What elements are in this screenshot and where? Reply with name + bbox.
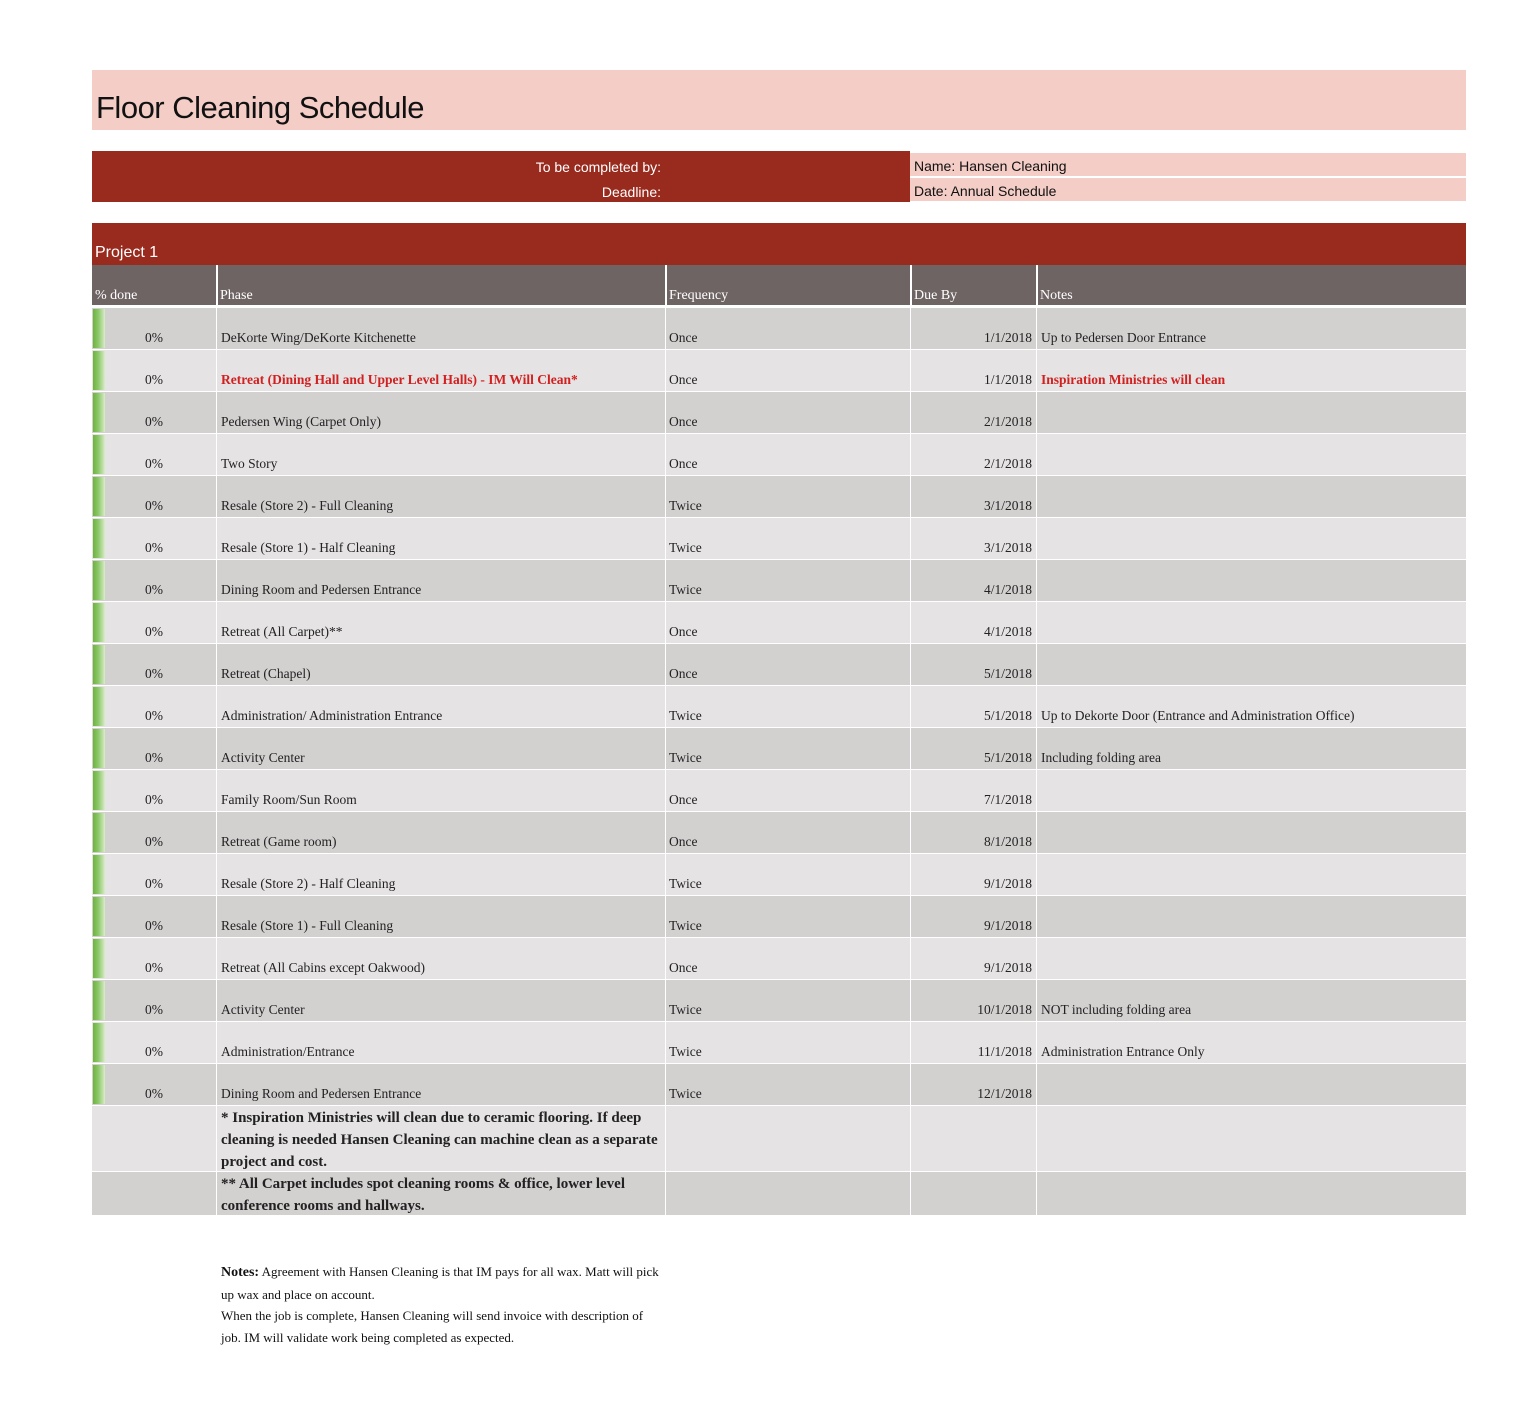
column-divider — [665, 350, 666, 392]
col-header-phase-label: Phase — [220, 288, 253, 303]
frequency-cell[interactable]: Twice — [669, 1044, 702, 1059]
phase-cell[interactable]: Resale (Store 2) - Full Cleaning — [221, 498, 394, 513]
column-divider — [1036, 644, 1037, 686]
column-divider — [1036, 770, 1037, 812]
percent-done-cell[interactable]: 0% — [145, 498, 163, 513]
column-divider — [910, 1106, 911, 1172]
notes-cell[interactable]: Up to Dekorte Door (Entrance and Administration Office) — [1041, 708, 1355, 723]
column-divider — [1036, 476, 1037, 518]
frequency-cell[interactable]: Once — [669, 372, 698, 387]
column-divider — [1036, 854, 1037, 896]
frequency-cell[interactable]: Twice — [669, 1002, 702, 1017]
column-divider — [910, 644, 911, 686]
column-divider — [910, 1022, 911, 1064]
percent-done-cell[interactable]: 0% — [145, 540, 163, 555]
column-divider — [665, 896, 666, 938]
percent-done-cell[interactable]: 0% — [145, 414, 163, 429]
column-divider — [1036, 896, 1037, 938]
progress-bar — [93, 897, 105, 936]
percent-done-cell[interactable]: 0% — [145, 960, 163, 975]
column-divider — [665, 812, 666, 854]
progress-bar — [93, 687, 105, 726]
due-by-cell[interactable]: 1/1/2018 — [983, 330, 1032, 345]
progress-bar — [93, 1023, 105, 1062]
column-divider — [216, 686, 217, 728]
phase-cell[interactable]: Retreat (All Carpet)** — [221, 624, 343, 639]
column-header-row — [92, 265, 1466, 305]
frequency-cell[interactable]: Twice — [669, 918, 702, 933]
column-divider — [216, 812, 217, 854]
date-value: Date: Annual Schedule — [914, 183, 1057, 199]
table-row — [92, 602, 1466, 644]
column-divider — [910, 392, 911, 434]
column-divider — [910, 1172, 911, 1216]
due-by-cell[interactable]: 7/1/2018 — [983, 792, 1032, 807]
table-row — [92, 770, 1466, 812]
column-divider — [1036, 308, 1037, 350]
column-divider — [665, 560, 666, 602]
col-header-phase[interactable] — [216, 265, 666, 305]
column-divider — [216, 980, 217, 1022]
column-divider — [1036, 686, 1037, 728]
percent-done-cell[interactable]: 0% — [145, 330, 163, 345]
column-divider — [216, 1172, 217, 1216]
title-banner — [92, 70, 1466, 130]
frequency-cell[interactable]: Once — [669, 834, 698, 849]
progress-bar — [93, 561, 105, 600]
column-divider — [216, 308, 217, 350]
phase-cell[interactable]: Resale (Store 1) - Full Cleaning — [221, 918, 394, 933]
date-field[interactable] — [910, 178, 1466, 201]
project-header — [92, 223, 1466, 265]
column-divider — [910, 1064, 911, 1106]
due-by-cell[interactable]: 9/1/2018 — [983, 876, 1032, 891]
project-label: Project 1 — [95, 244, 159, 261]
completed-by-label: To be completed by: — [535, 159, 661, 175]
frequency-cell[interactable]: Twice — [669, 498, 702, 513]
table-row — [92, 518, 1466, 560]
progress-bar — [93, 855, 105, 894]
column-divider — [665, 770, 666, 812]
table-row — [92, 812, 1466, 854]
column-divider — [665, 602, 666, 644]
table-row — [92, 854, 1466, 896]
column-divider — [665, 854, 666, 896]
percent-done-cell[interactable]: 0% — [145, 372, 163, 387]
col-header-frequency[interactable] — [665, 265, 911, 305]
column-divider — [1036, 1022, 1037, 1064]
deadline-label: Deadline: — [601, 184, 661, 200]
column-divider — [216, 476, 217, 518]
table-row — [92, 308, 1466, 350]
table-row — [92, 434, 1466, 476]
column-divider — [665, 518, 666, 560]
phase-cell[interactable]: Retreat (All Cabins except Oakwood) — [221, 960, 425, 975]
frequency-cell[interactable]: Once — [669, 666, 698, 681]
phase-cell[interactable]: Dining Room and Pedersen Entrance — [221, 1086, 422, 1101]
progress-bar — [93, 813, 105, 852]
column-divider — [1036, 350, 1037, 392]
column-divider — [665, 434, 666, 476]
notes-text-1: Agreement with Hansen Cleaning is that IM pays for all wax. Matt will pick up wax and place on account. — [221, 1264, 659, 1302]
table-row — [92, 728, 1466, 770]
column-divider — [1036, 1172, 1037, 1216]
notes-cell[interactable]: Inspiration Ministries will clean — [1041, 372, 1226, 387]
column-divider — [1036, 434, 1037, 476]
frequency-cell[interactable]: Once — [669, 456, 698, 471]
phase-cell[interactable]: Pedersen Wing (Carpet Only) — [221, 414, 382, 429]
percent-done-cell[interactable]: 0% — [145, 582, 163, 597]
column-divider — [665, 938, 666, 980]
phase-cell[interactable]: Two Story — [221, 456, 278, 471]
frequency-cell[interactable]: Twice — [669, 876, 702, 891]
column-divider — [1036, 938, 1037, 980]
col-header-frequency-label: Frequency — [669, 288, 729, 303]
progress-bar — [93, 351, 105, 390]
col-header-due-by-label: Due By — [914, 288, 958, 303]
percent-done-cell[interactable]: 0% — [145, 918, 163, 933]
frequency-cell[interactable]: Twice — [669, 750, 702, 765]
notes-block — [221, 1261, 661, 1348]
column-divider — [216, 1106, 217, 1172]
phase-cell[interactable]: Administration/Entrance — [221, 1044, 355, 1059]
frequency-cell[interactable]: Twice — [669, 708, 702, 723]
progress-bar — [93, 477, 105, 516]
percent-done-cell[interactable]: 0% — [145, 708, 163, 723]
column-divider — [665, 476, 666, 518]
progress-bar — [93, 939, 105, 978]
phase-cell[interactable]: Retreat (Game room) — [221, 834, 337, 849]
frequency-cell[interactable]: Once — [669, 624, 698, 639]
column-divider — [910, 434, 911, 476]
info-labels-panel — [92, 151, 910, 202]
column-divider — [910, 476, 911, 518]
percent-done-cell[interactable]: 0% — [145, 1002, 163, 1017]
phase-cell[interactable]: Activity Center — [221, 1002, 305, 1017]
column-divider — [910, 770, 911, 812]
column-divider — [665, 980, 666, 1022]
column-divider — [665, 1064, 666, 1106]
due-by-cell[interactable]: 5/1/2018 — [983, 708, 1032, 723]
column-divider — [665, 644, 666, 686]
column-divider — [910, 518, 911, 560]
table-row — [92, 980, 1466, 1022]
table-row — [92, 686, 1466, 728]
column-divider — [216, 434, 217, 476]
percent-done-cell[interactable]: 0% — [145, 792, 163, 807]
column-divider — [216, 938, 217, 980]
column-divider — [216, 602, 217, 644]
column-divider — [216, 1064, 217, 1106]
frequency-cell[interactable]: Twice — [669, 540, 702, 555]
progress-bar — [93, 645, 105, 684]
notes-line-2: When the job is complete, Hansen Cleaning will send invoice with description of job. IM will validate work being completed as expected. — [221, 1308, 644, 1345]
footnote-text: ** All Carpet includes spot cleaning rooms & office, lower level conference rooms and hallways. — [221, 1176, 625, 1214]
due-by-cell[interactable]: 3/1/2018 — [983, 540, 1032, 555]
table-row — [92, 896, 1466, 938]
frequency-cell[interactable]: Twice — [669, 1086, 702, 1101]
due-by-cell[interactable]: 11/1/2018 — [977, 1044, 1032, 1059]
column-divider — [910, 812, 911, 854]
progress-bar — [93, 393, 105, 432]
progress-bar — [93, 981, 105, 1020]
column-divider — [1036, 1064, 1037, 1106]
progress-bar — [93, 435, 105, 474]
column-divider — [665, 728, 666, 770]
column-divider — [910, 602, 911, 644]
column-divider — [1036, 560, 1037, 602]
col-header-notes[interactable] — [1036, 265, 1466, 305]
column-divider — [910, 560, 911, 602]
progress-bar — [93, 729, 105, 768]
percent-done-cell[interactable]: 0% — [145, 624, 163, 639]
due-by-cell[interactable]: 8/1/2018 — [983, 834, 1032, 849]
column-divider — [910, 686, 911, 728]
percent-done-cell[interactable]: 0% — [145, 1044, 163, 1059]
percent-done-cell[interactable]: 0% — [145, 876, 163, 891]
progress-bar — [93, 603, 105, 642]
column-divider — [910, 308, 911, 350]
column-divider — [216, 896, 217, 938]
column-divider — [1036, 602, 1037, 644]
column-divider — [216, 560, 217, 602]
phase-cell[interactable]: Activity Center — [221, 750, 305, 765]
phase-cell[interactable]: Resale (Store 2) - Half Cleaning — [221, 876, 396, 891]
footnote-row — [92, 1106, 1466, 1172]
column-divider — [910, 980, 911, 1022]
frequency-cell[interactable]: Once — [669, 414, 698, 429]
notes-cell[interactable]: Up to Pedersen Door Entrance — [1041, 330, 1206, 345]
table-row — [92, 1064, 1466, 1106]
table-row — [92, 938, 1466, 980]
table-row — [92, 644, 1466, 686]
column-divider — [216, 728, 217, 770]
due-by-cell[interactable]: 5/1/2018 — [983, 666, 1032, 681]
percent-done-cell[interactable]: 0% — [145, 666, 163, 681]
phase-cell[interactable]: Dining Room and Pedersen Entrance — [221, 582, 422, 597]
column-divider — [910, 728, 911, 770]
column-divider — [1036, 518, 1037, 560]
table-row — [92, 1022, 1466, 1064]
frequency-cell[interactable]: Twice — [669, 582, 702, 597]
column-divider — [665, 392, 666, 434]
due-by-cell[interactable]: 1/1/2018 — [983, 372, 1032, 387]
col-header-due-by[interactable] — [910, 265, 1037, 305]
due-by-cell[interactable]: 2/1/2018 — [983, 456, 1032, 471]
column-divider — [910, 938, 911, 980]
notes-cell[interactable]: Administration Entrance Only — [1041, 1044, 1205, 1059]
frequency-cell[interactable]: Once — [669, 330, 698, 345]
phase-cell[interactable]: Retreat (Chapel) — [221, 666, 311, 681]
percent-done-cell[interactable]: 0% — [145, 834, 163, 849]
notes-line-1 — [221, 1261, 661, 1305]
percent-done-cell[interactable]: 0% — [145, 456, 163, 471]
progress-bar — [93, 519, 105, 558]
frequency-cell[interactable]: Once — [669, 792, 698, 807]
due-by-cell[interactable]: 5/1/2018 — [983, 750, 1032, 765]
column-divider — [910, 854, 911, 896]
name-value: Name: Hansen Cleaning — [914, 158, 1067, 174]
footnote-text: * Inspiration Ministries will clean due to ceramic flooring. If deep cleaning is needed Hansen Cleaning can machine clean as a separate project and cost. — [221, 1110, 658, 1170]
due-by-cell[interactable]: 2/1/2018 — [983, 414, 1032, 429]
column-divider — [216, 770, 217, 812]
table-row — [92, 476, 1466, 518]
progress-bar — [93, 309, 105, 348]
phase-cell[interactable]: DeKorte Wing/DeKorte Kitchenette — [221, 330, 416, 345]
due-by-cell[interactable]: 4/1/2018 — [983, 624, 1032, 639]
col-header-pct[interactable] — [92, 265, 217, 305]
column-divider — [1036, 1106, 1037, 1172]
percent-done-cell[interactable]: 0% — [145, 1086, 163, 1101]
column-divider — [216, 350, 217, 392]
column-divider — [665, 1022, 666, 1064]
table-row — [92, 560, 1466, 602]
column-divider — [216, 518, 217, 560]
due-by-cell[interactable]: 10/1/2018 — [977, 1002, 1032, 1017]
column-divider — [665, 308, 666, 350]
column-divider — [1036, 392, 1037, 434]
name-field[interactable] — [910, 153, 1466, 176]
column-divider — [1036, 728, 1037, 770]
due-by-cell[interactable]: 9/1/2018 — [983, 918, 1032, 933]
column-divider — [910, 896, 911, 938]
notes-cell[interactable]: Including folding area — [1041, 750, 1161, 765]
frequency-cell[interactable]: Once — [669, 960, 698, 975]
percent-done-cell[interactable]: 0% — [145, 750, 163, 765]
task-table — [92, 308, 1466, 1216]
column-divider — [910, 350, 911, 392]
progress-bar — [93, 1065, 105, 1104]
column-divider — [216, 1022, 217, 1064]
table-row — [92, 350, 1466, 392]
due-by-cell[interactable]: 4/1/2018 — [983, 582, 1032, 597]
col-header-pct-label: % done — [95, 288, 138, 303]
column-divider — [1036, 980, 1037, 1022]
phase-cell[interactable]: Family Room/Sun Room — [221, 792, 357, 807]
due-by-cell[interactable]: 12/1/2018 — [977, 1086, 1032, 1101]
column-divider — [1036, 812, 1037, 854]
column-divider — [216, 644, 217, 686]
column-divider — [216, 392, 217, 434]
page-title: Floor Cleaning Schedule — [96, 90, 424, 125]
col-header-notes-label: Notes — [1040, 288, 1073, 303]
phase-cell[interactable]: Retreat (Dining Hall and Upper Level Halls) - IM Will Clean* — [221, 372, 578, 387]
column-divider — [665, 686, 666, 728]
due-by-cell[interactable]: 3/1/2018 — [983, 498, 1032, 513]
due-by-cell[interactable]: 9/1/2018 — [983, 960, 1032, 975]
footnote-row — [92, 1172, 1466, 1216]
table-row — [92, 392, 1466, 434]
notes-cell[interactable]: NOT including folding area — [1041, 1002, 1192, 1017]
column-divider — [216, 854, 217, 896]
phase-cell[interactable]: Administration/ Administration Entrance — [221, 708, 443, 723]
progress-bar — [93, 771, 105, 810]
phase-cell[interactable]: Resale (Store 1) - Half Cleaning — [221, 540, 396, 555]
notes-label: Notes: — [221, 1265, 260, 1280]
